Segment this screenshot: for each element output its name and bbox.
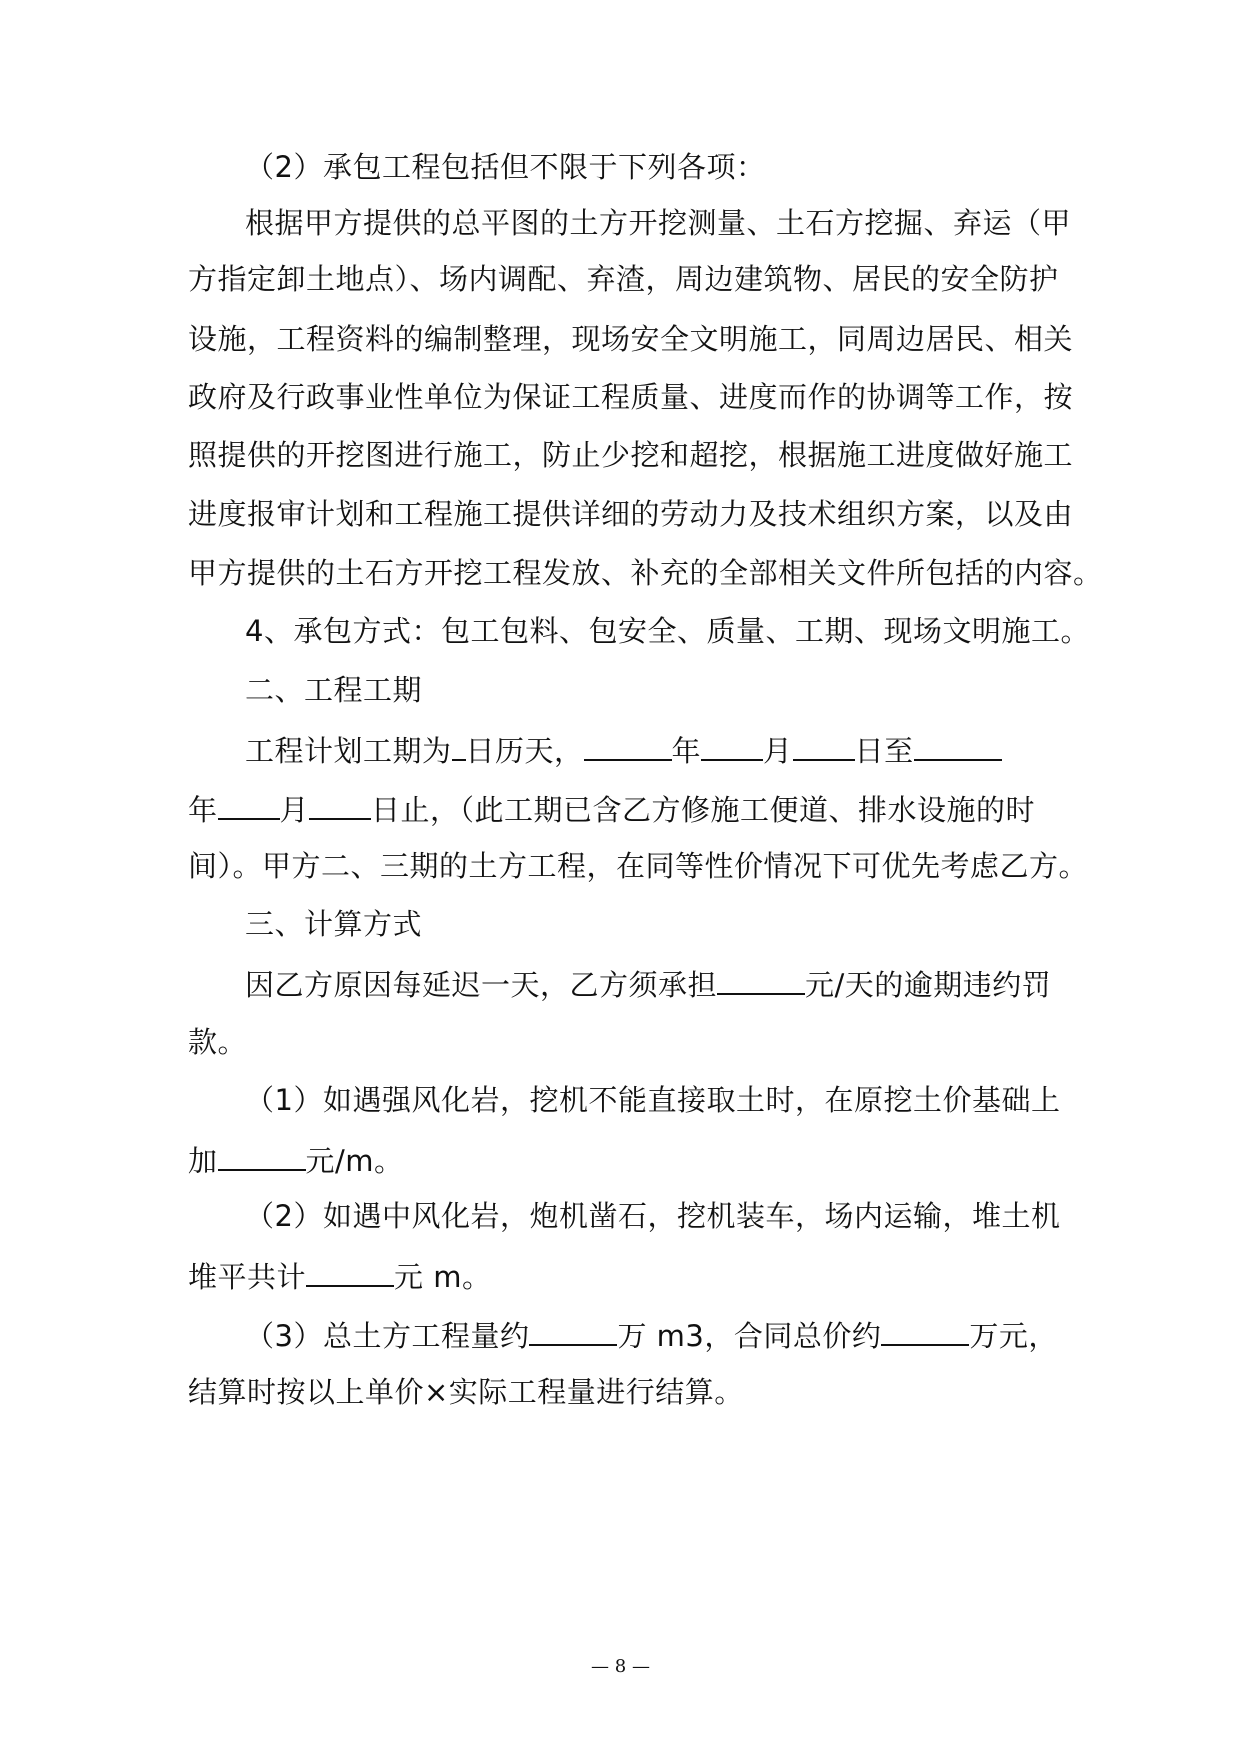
text-segment: 堆平共计: [188, 1260, 307, 1294]
blank-start-year: [584, 729, 672, 761]
text-segment: 月: [763, 734, 793, 768]
text-segment: （3）总土方工程量约: [245, 1319, 530, 1353]
blank-end-month: [218, 788, 280, 820]
text-segment: 日止，（此工期已含乙方修施工便道、排水设施的时: [371, 793, 1036, 827]
item-1-line-1: （1）如遇强风化岩，挖机不能直接取土时，在原挖土价基础上: [245, 1083, 1061, 1117]
blank-volume: [529, 1314, 617, 1346]
blank-end-year: [914, 729, 1002, 761]
text-segment: 工程计划工期为: [245, 734, 452, 768]
text-segment: 元/m。: [305, 1144, 404, 1178]
section-heading-schedule: 二、工程工期: [245, 673, 423, 707]
item-2-line-2: [188, 1255, 491, 1297]
schedule-line-3: 间）。甲方二、三期的土方工程，在同等性价情况下可优先考虑乙方。: [188, 849, 1089, 883]
text-segment: 年: [188, 793, 218, 827]
section-heading-calculation: 三、计算方式: [245, 907, 423, 941]
text-segment: 因乙方原因每延迟一天，乙方须承担: [245, 968, 718, 1002]
item-2-line-1: （2）如遇中风化岩，炮机凿石，挖机装车，场内运输，堆土机: [245, 1199, 1061, 1233]
penalty-line-1: [245, 963, 1051, 1005]
text-segment: 元/天的逾期违约罚: [805, 968, 1052, 1002]
text-segment: 加: [188, 1144, 218, 1178]
blank-total-price: [881, 1314, 969, 1346]
blank-item-2-price: [306, 1255, 394, 1287]
item-1-line-2: [188, 1139, 404, 1181]
blank-penalty-amount: [717, 963, 805, 995]
penalty-line-2: 款。: [188, 1025, 248, 1059]
schedule-line-1: [245, 729, 1002, 771]
blank-start-day: [793, 729, 855, 761]
blank-item-1-price: [218, 1139, 306, 1171]
text-segment: 月: [279, 793, 310, 827]
paragraph-scope-line: 进度报审计划和工程施工提供详细的劳动力及技术组织方案，以及由: [188, 497, 1074, 531]
text-segment: 元 m。: [394, 1260, 492, 1294]
paragraph-scope-line: 根据甲方提供的总平图的土方开挖测量、土石方挖掘、弃运（甲: [245, 206, 1072, 240]
blank-start-month: [701, 729, 763, 761]
paragraph-scope-line: 政府及行政事业性单位为保证工程质量、进度而作的协调等工作，按: [188, 380, 1074, 414]
paragraph-scope-line: 方指定卸土地点）、场内调配、弃渣，周边建筑物、居民的安全防护: [188, 262, 1059, 296]
schedule-line-2: [188, 788, 1035, 830]
item-3-line-1: [245, 1314, 1058, 1356]
paragraph-scope-line: 甲方提供的土石方开挖工程发放、补充的全部相关文件所包括的内容。: [188, 556, 1103, 590]
contract-method-line: 4、承包方式：包工包料、包安全、质量、工期、现场文明施工。: [245, 614, 1090, 648]
item-3-line-2: 结算时按以上单价×实际工程量进行结算。: [188, 1375, 744, 1409]
blank-days: [452, 729, 466, 761]
text-segment: 日历天，: [465, 734, 584, 768]
paragraph-scope-line: 照提供的开挖图进行施工，防止少挖和超挖，根据施工进度做好施工: [188, 438, 1074, 472]
paragraph-scope-line: 设施，工程资料的编制整理，现场安全文明施工，同周边居民、相关: [188, 322, 1074, 356]
text-segment: 万元，: [969, 1319, 1058, 1353]
text-segment: 万 m3，合同总价约: [617, 1319, 882, 1353]
blank-end-day: [309, 788, 371, 820]
paragraph-scope-heading: （2）承包工程包括但不限于下列各项：: [245, 150, 766, 184]
text-segment: 年: [671, 734, 702, 768]
text-segment: 日至: [854, 734, 914, 768]
page-number: — 8 —: [591, 1656, 650, 1677]
